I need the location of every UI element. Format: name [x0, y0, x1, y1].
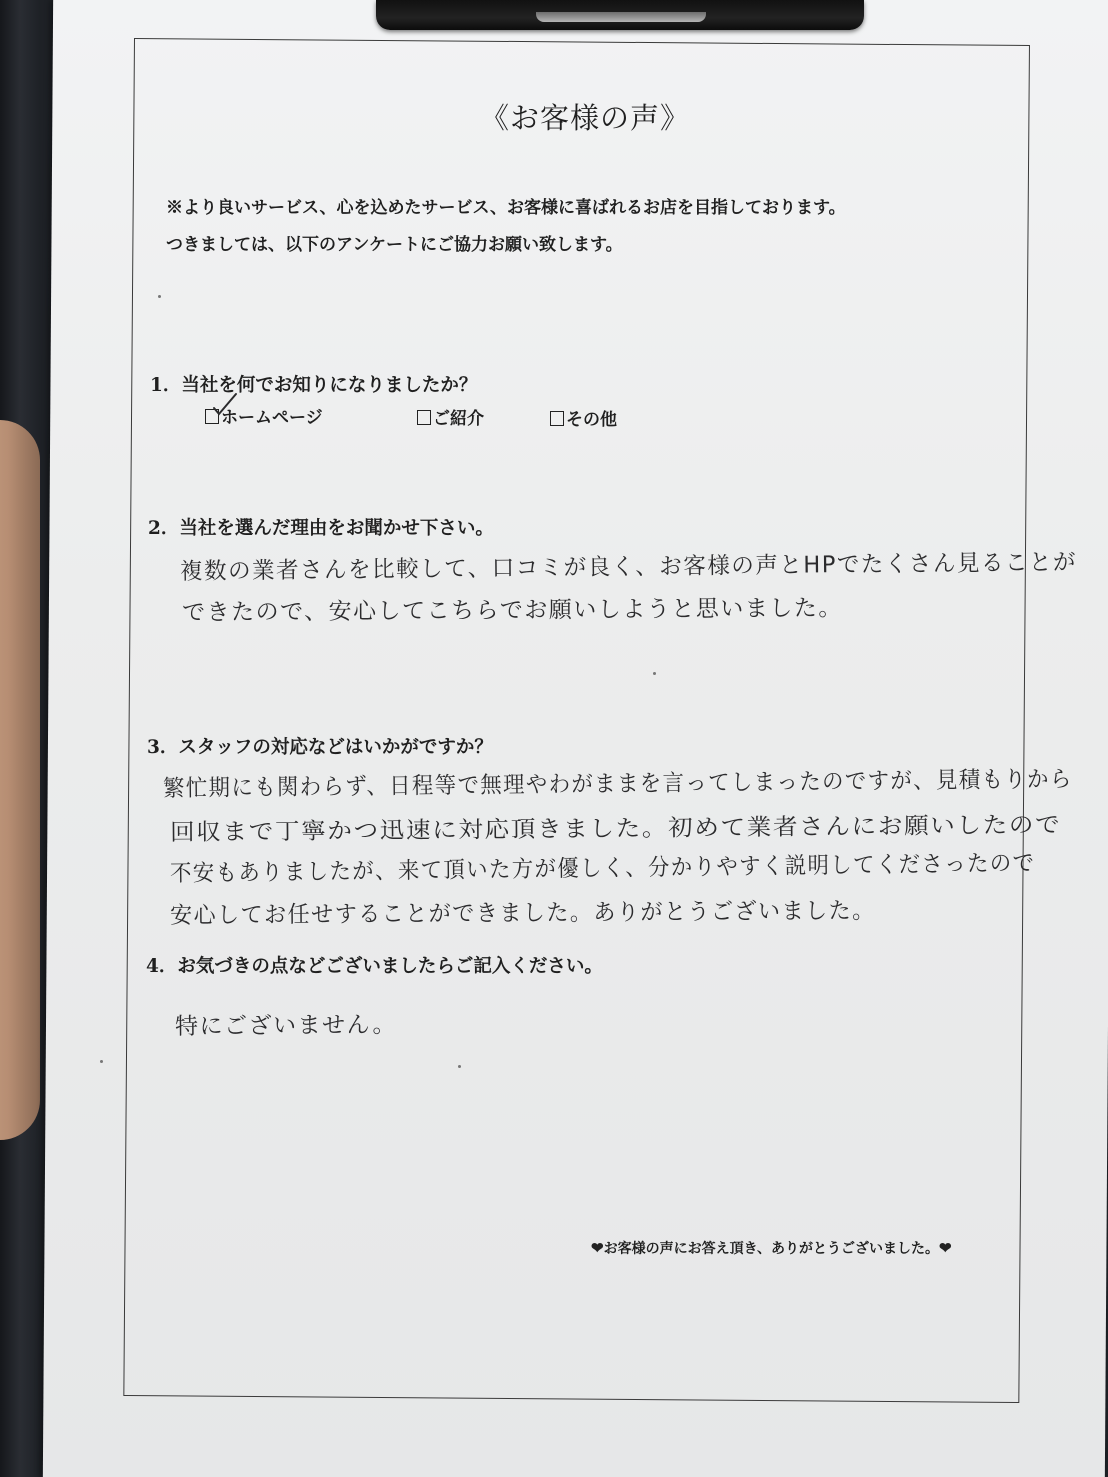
question-2-answer-line-1: 複数の業者さんを比較して、口コミが良く、お客様の声とHPでたくさん見ることが — [179, 549, 1078, 585]
paper-speck — [100, 1060, 103, 1063]
checkbox-other[interactable] — [550, 411, 564, 426]
question-4-label: 4．お気づきの点などございましたらご記入ください。 — [146, 956, 603, 977]
question-1-label: 1．当社を何でお知りになりましたか？ — [150, 375, 478, 396]
option-referral-label: ご紹介 — [433, 409, 484, 429]
question-3-answer-line-1: 繁忙期にも関わらず、日程等で無理やわがままを言ってしまったのですが、見積もりから — [162, 766, 1073, 802]
intro-line-1: ※より良いサービス、心を込めたサービス、お客様に喜ばれるお店を目指しております。 — [166, 198, 846, 218]
paper-speck — [458, 1065, 461, 1068]
heart-icon: ❤ — [591, 1239, 604, 1257]
heart-icon: ❤ — [939, 1239, 952, 1257]
footer-thanks — [591, 1238, 952, 1258]
option-other[interactable] — [550, 405, 617, 430]
question-2-answer-line-2: できたので、安心してこちらでお願いしようと思いました。 — [181, 595, 843, 626]
intro-line-2: つきましては、以下のアンケートにご協力お願い致します。 — [166, 235, 623, 255]
question-4-answer-line-1: 特にございません。 — [174, 1012, 398, 1040]
checkbox-referral[interactable] — [417, 410, 431, 425]
option-other-label: その他 — [566, 410, 617, 430]
question-3-answer-line-2: 回収まで丁寧かつ迅速に対応頂きました。初めて業者さんにお願いしたので — [169, 812, 1062, 846]
form-title: 《お客様の声》 — [480, 101, 691, 135]
clip-spring — [536, 12, 706, 22]
option-homepage-label: ホームページ — [221, 408, 323, 428]
holding-hand — [0, 420, 40, 1140]
question-3-answer-line-4: 安心してお任せすることができました。ありがとうございました。 — [169, 898, 876, 929]
question-3-answer-line-3: 不安もありましたが、来て頂いた方が優しく、分かりやすく説明してくださったので — [169, 850, 1036, 887]
checkmark-icon — [210, 392, 240, 418]
question-2-label: 2．当社を選んだ理由をお聞かせ下さい。 — [148, 518, 494, 539]
paper-speck — [158, 295, 161, 298]
option-referral[interactable] — [417, 404, 484, 429]
clipboard-clip — [376, 0, 864, 30]
footer-text: お客様の声にお答え頂き、ありがとうございました。 — [603, 1241, 940, 1257]
paper-speck — [653, 672, 656, 675]
question-3-label: 3．スタッフの対応などはいかがですか？ — [147, 737, 493, 758]
